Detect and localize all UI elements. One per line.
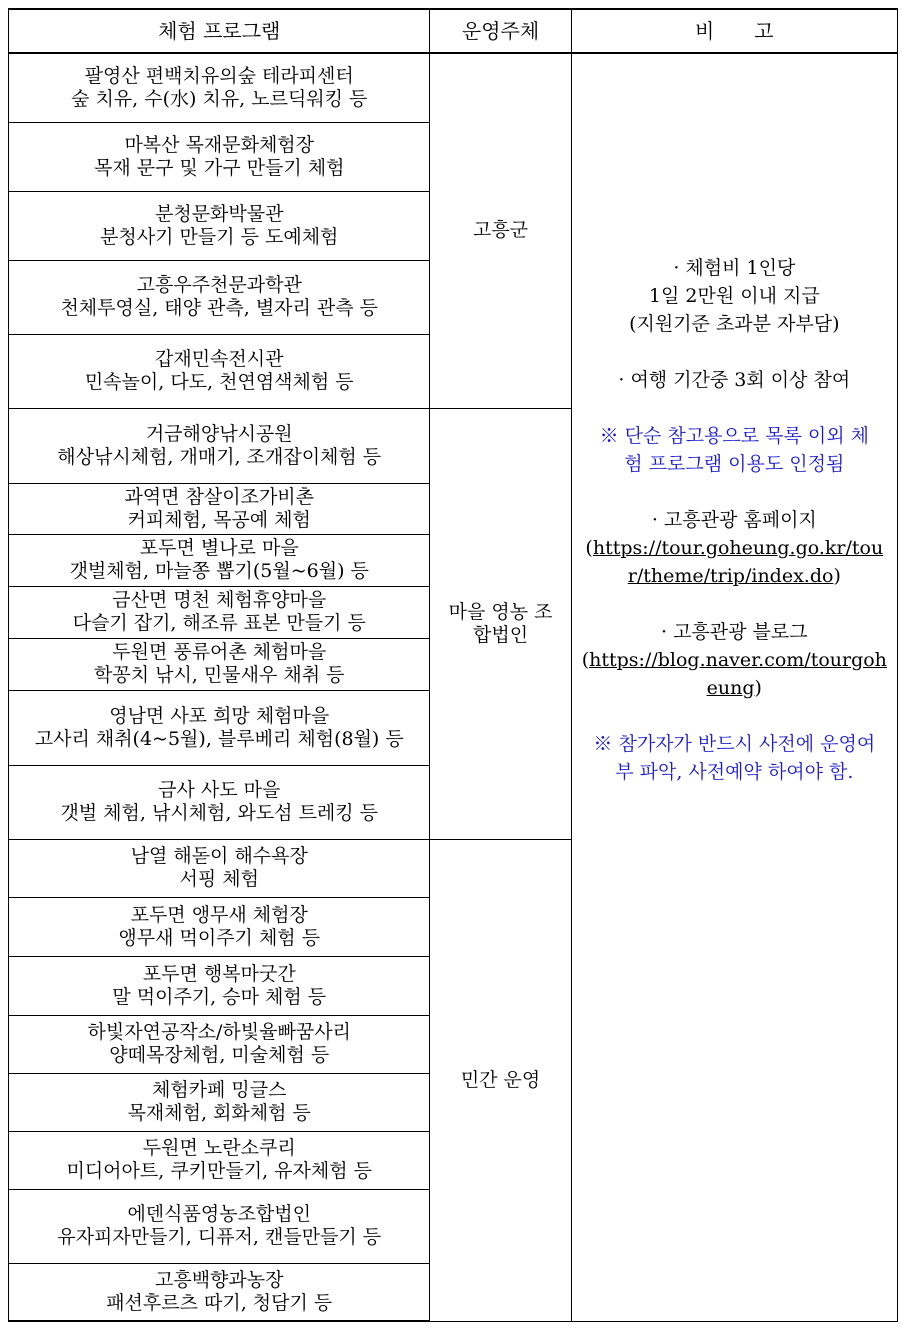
program-cell	[9, 897, 430, 956]
program-name: 갑재민속전시관	[154, 348, 284, 370]
program-description: 미디어아트, 쿠키만들기, 유자체험 등	[66, 1160, 372, 1182]
program-name: 금사 사도 마을	[158, 779, 281, 801]
program-name: 과역면 참살이조가비촌	[124, 485, 315, 508]
program-cell	[9, 191, 430, 260]
program-cell	[9, 1015, 430, 1073]
program-cell	[9, 334, 430, 408]
program-description: 갯벌체험, 마늘쫑 뽑기(5월~6월) 등	[69, 560, 369, 582]
program-cell	[9, 586, 430, 638]
program-cell	[9, 1189, 430, 1263]
program-description: 갯벌 체험, 낚시체험, 와도섬 트레킹 등	[60, 802, 379, 824]
program-description: 말 먹이주기, 승마 체험 등	[112, 985, 327, 1008]
program-name: 두원면 노란소쿠리	[142, 1137, 296, 1159]
fee-line-2: 1일 2만원 이내 지급	[648, 285, 820, 307]
program-name: 에덴식품영농조합법인	[127, 1203, 311, 1225]
operator-cell: 민간 운영	[430, 839, 571, 1321]
program-cell	[9, 765, 430, 839]
program-cell	[9, 690, 430, 765]
program-name: 체험카페 밍글스	[151, 1079, 287, 1101]
program-description: 분청사기 만들기 등 도예체험	[100, 225, 339, 248]
program-description: 앵무새 먹이주기 체험 등	[118, 926, 321, 949]
program-description: 해상낚시체험, 개매기, 조개잡이체험 등	[57, 445, 382, 468]
program-description: 커피체험, 목공예 체험	[127, 508, 311, 531]
program-name: 거금해양낚시공원	[145, 422, 293, 445]
program-cell	[9, 839, 430, 897]
fee-line-1: · 체험비 1인당	[673, 257, 796, 279]
program-name: 포두면 앵무새 체험장	[130, 903, 308, 926]
program-name: 하빛자연공작소/하빛율빠꿈사리	[87, 1021, 351, 1043]
program-name: 영남면 사포 희망 체험마을	[109, 704, 330, 727]
operator-cell: 마을 영농 조합법인	[430, 408, 571, 839]
table-row	[9, 53, 898, 122]
program-name: 팔영산 편백치유의숲 테라피센터	[84, 64, 354, 87]
program-description: 목재체험, 회화체험 등	[127, 1102, 311, 1124]
program-description: 숲 치유, 수(水) 치유, 노르딕워킹 등	[71, 87, 368, 110]
reference-note: ※ 단순 참고용으로 목록 이외 체험 프로그램 이용도 인정됨	[599, 425, 870, 475]
program-name: 고흥백향과농장	[154, 1268, 284, 1291]
homepage-label: · 고흥관광 홈페이지	[651, 509, 817, 531]
program-cell	[9, 408, 430, 483]
program-description: 패션후르츠 따기, 청담기 등	[106, 1291, 333, 1314]
header-program: 체험 프로그램	[9, 9, 430, 53]
remarks-content: · 체험비 1인당 1일 2만원 이내 지급 (지원기준 초과분 자부담) · 여행 기간중 3회 이상 참여 ※ 단순 참고용으로 목록 이외 체험 프로그램 이용도 인정됨 · 고흥관광 홈페이지 (https://tour.goheung.go.kr/tour/theme/trip/index.do) · 고흥관광 블로그 (https://blog.naver.com/tourgoheung) ※ 참가자가 반드시 사전에 운영여부 파악, 사전예약 하여야 함.	[572, 254, 897, 786]
program-cell	[9, 1073, 430, 1131]
blog-label: · 고흥관광 블로그	[661, 621, 808, 643]
program-name: 포두면 별나로 마을	[139, 537, 299, 559]
program-cell	[9, 260, 430, 334]
program-cell	[9, 1131, 430, 1189]
blog-link[interactable]: https://blog.naver.com/tourgoheung	[589, 649, 887, 699]
operator-cell: 고흥군	[430, 53, 571, 408]
program-name: 마복산 목재문화체험장	[124, 133, 315, 156]
program-name: 포두면 행복마굿간	[142, 962, 296, 985]
program-description: 유자피자만들기, 디퓨저, 캔들만들기 등	[57, 1226, 382, 1248]
header-remarks: 비 고	[571, 9, 897, 53]
program-name: 금산면 명천 체험휴양마을	[112, 589, 327, 611]
program-name: 두원면 풍류어촌 체험마을	[112, 641, 327, 663]
program-description: 서핑 체험	[179, 868, 259, 890]
fee-line-3: (지원기준 초과분 자부담)	[629, 313, 840, 335]
program-cell	[9, 53, 430, 122]
header-operator: 운영주체	[430, 9, 571, 53]
program-description: 천체투영실, 태양 관측, 별자리 관측 등	[60, 297, 379, 319]
program-name: 남열 해돋이 해수욕장	[130, 845, 308, 867]
homepage-link[interactable]: https://tour.goheung.go.kr/tour/theme/trip/index.do	[592, 537, 884, 587]
program-cell	[9, 956, 430, 1015]
participation-note: · 여행 기간중 3회 이상 참여	[618, 369, 851, 391]
program-cell	[9, 638, 430, 690]
reservation-note: ※ 참가자가 반드시 사전에 운영여부 파악, 사전예약 하여야 함.	[593, 733, 876, 783]
program-description: 양떼목장체험, 미술체험 등	[109, 1044, 330, 1066]
program-description: 민속놀이, 다도, 천연염색체험 등	[84, 371, 354, 393]
program-description: 다슬기 잡기, 해조류 표본 만들기 등	[72, 612, 366, 634]
remarks-cell	[571, 53, 897, 1321]
program-description: 학꽁치 낚시, 민물새우 채취 등	[94, 664, 345, 686]
program-description: 고사리 채취(4~5월), 블루베리 체험(8월) 등	[34, 727, 404, 750]
program-name: 분청문화박물관	[154, 202, 284, 225]
program-cell	[9, 534, 430, 586]
program-description: 목재 문구 및 가구 만들기 체험	[94, 156, 345, 179]
program-name: 고흥우주천문과학관	[136, 274, 302, 296]
program-cell	[9, 122, 430, 191]
program-cell	[9, 483, 430, 534]
program-table	[8, 8, 898, 1322]
program-cell	[9, 1263, 430, 1321]
